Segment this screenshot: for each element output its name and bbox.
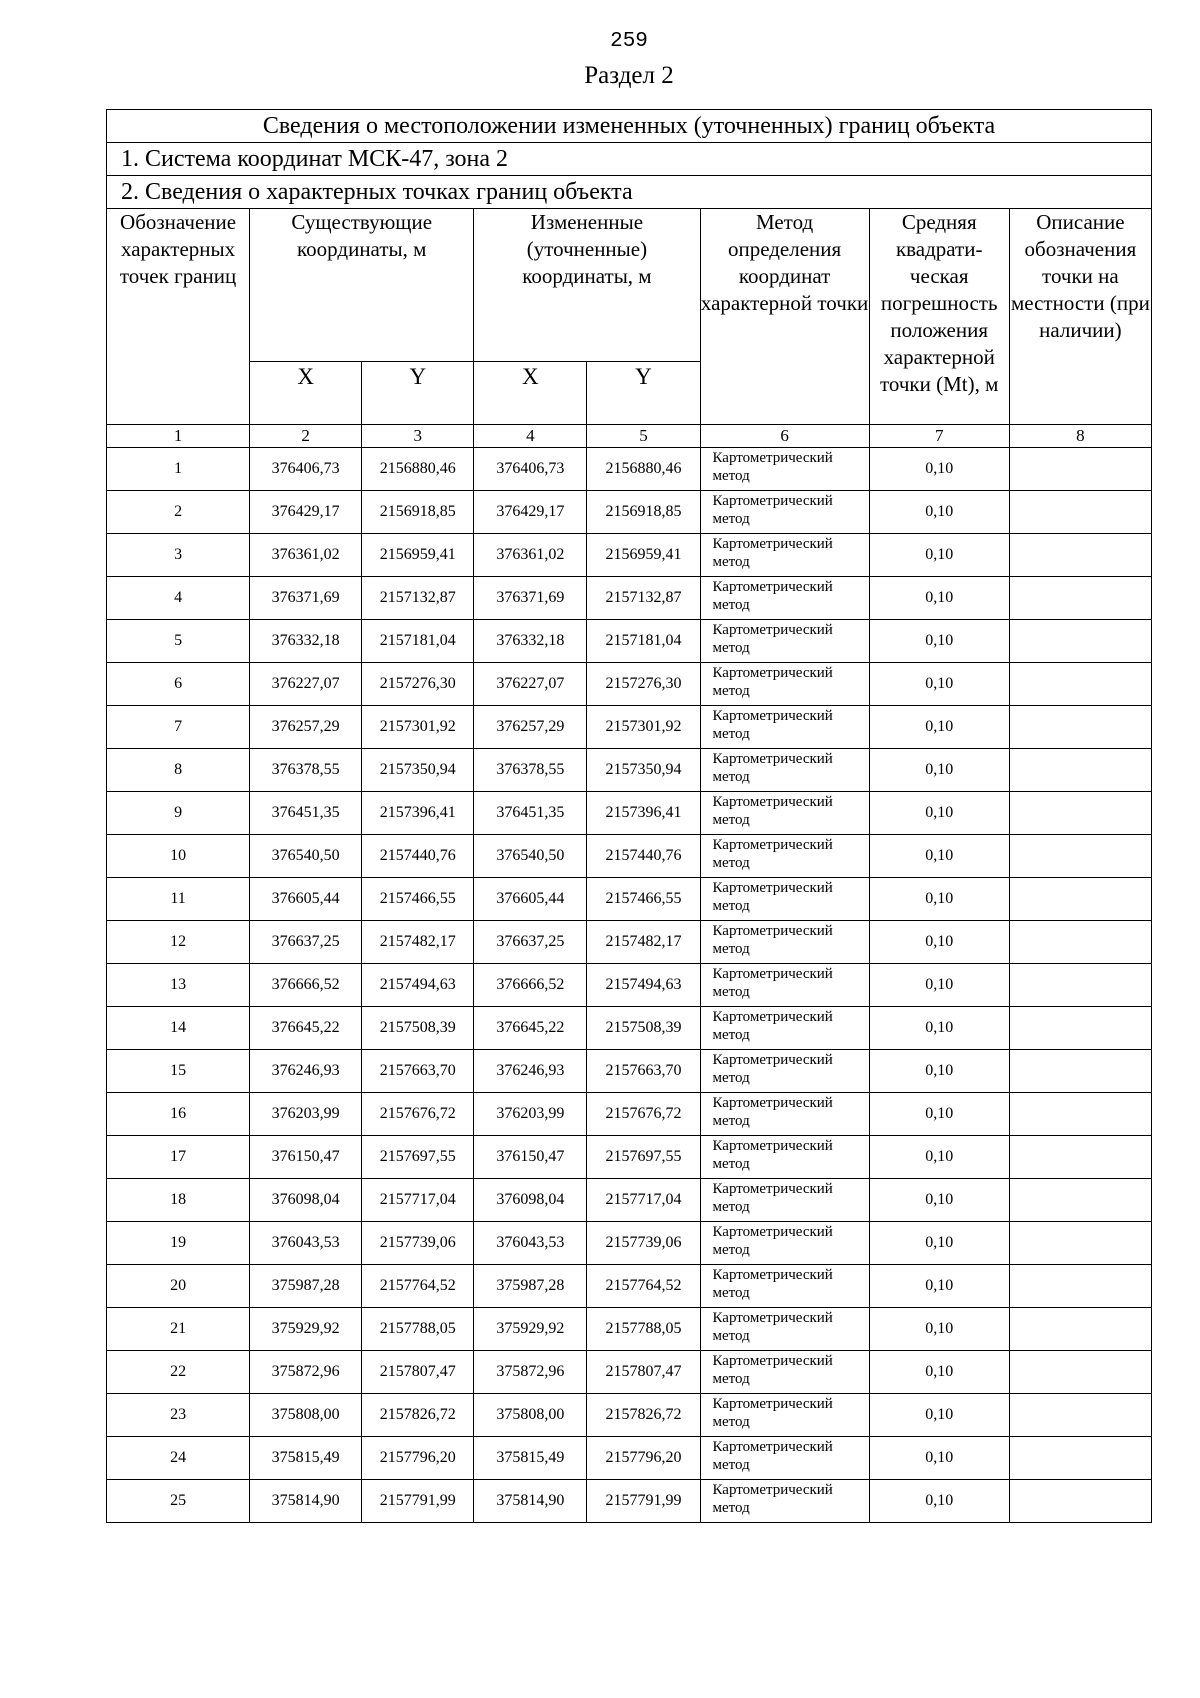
header-changed-y: Y: [587, 362, 700, 425]
description-value: [1009, 1050, 1151, 1093]
changed-y-value: 2157440,76: [587, 835, 700, 878]
table-row: [107, 1093, 1152, 1136]
changed-y-value: 2157396,41: [587, 792, 700, 835]
point-number: 12: [107, 921, 250, 964]
existing-x-value: 376246,93: [250, 1050, 362, 1093]
description-value: [1009, 663, 1151, 706]
column-number: 3: [362, 425, 474, 448]
description-value: [1009, 491, 1151, 534]
description-value: [1009, 706, 1151, 749]
description-value: [1009, 1394, 1151, 1437]
table-row: [107, 534, 1152, 577]
table-row: [107, 1308, 1152, 1351]
table-row: [107, 749, 1152, 792]
table-row: [107, 1437, 1152, 1480]
existing-y-value: 2157764,52: [362, 1265, 474, 1308]
changed-x-value: 375987,28: [474, 1265, 587, 1308]
point-number: 10: [107, 835, 250, 878]
method-value: Картометрический метод: [700, 964, 869, 1007]
changed-y-value: 2156918,85: [587, 491, 700, 534]
existing-x-value: 376429,17: [250, 491, 362, 534]
description-value: [1009, 1007, 1151, 1050]
table-row: [107, 1179, 1152, 1222]
changed-y-value: 2157739,06: [587, 1222, 700, 1265]
existing-x-value: 376451,35: [250, 792, 362, 835]
point-number: 4: [107, 577, 250, 620]
point-number: 5: [107, 620, 250, 663]
table-row: [107, 1007, 1152, 1050]
header-existing-x: X: [250, 362, 362, 425]
error-value: 0,10: [869, 1437, 1009, 1480]
description-value: [1009, 1136, 1151, 1179]
method-value: Картометрический метод: [700, 491, 869, 534]
description-value: [1009, 964, 1151, 1007]
changed-x-value: 376257,29: [474, 706, 587, 749]
changed-y-value: 2157181,04: [587, 620, 700, 663]
error-value: 0,10: [869, 1222, 1009, 1265]
existing-x-value: 376378,55: [250, 749, 362, 792]
changed-y-value: 2157132,87: [587, 577, 700, 620]
error-value: 0,10: [869, 749, 1009, 792]
table-row: [107, 706, 1152, 749]
header-description: Описание обозначения точки на местности (при наличии): [1009, 209, 1151, 425]
error-value: 0,10: [869, 1394, 1009, 1437]
existing-y-value: 2157807,47: [362, 1351, 474, 1394]
description-value: [1009, 1265, 1151, 1308]
changed-y-value: 2157663,70: [587, 1050, 700, 1093]
point-number: 23: [107, 1394, 250, 1437]
table-row: [107, 835, 1152, 878]
changed-x-value: 376246,93: [474, 1050, 587, 1093]
changed-x-value: 375814,90: [474, 1480, 587, 1523]
method-value: Картометрический метод: [700, 1179, 869, 1222]
existing-y-value: 2157396,41: [362, 792, 474, 835]
table-row: [107, 1394, 1152, 1437]
existing-y-value: 2157482,17: [362, 921, 474, 964]
changed-x-value: 376605,44: [474, 878, 587, 921]
table-row: [107, 1265, 1152, 1308]
table-row: [107, 491, 1152, 534]
error-value: 0,10: [869, 620, 1009, 663]
method-value: Картометрический метод: [700, 534, 869, 577]
point-number: 8: [107, 749, 250, 792]
table-row: [107, 1050, 1152, 1093]
error-value: 0,10: [869, 1136, 1009, 1179]
table-row: [107, 1351, 1152, 1394]
existing-y-value: 2157276,30: [362, 663, 474, 706]
point-number: 11: [107, 878, 250, 921]
point-number: 20: [107, 1265, 250, 1308]
changed-x-value: 376429,17: [474, 491, 587, 534]
table-row: [107, 1480, 1152, 1523]
column-number: 8: [1009, 425, 1151, 448]
point-number: 25: [107, 1480, 250, 1523]
method-value: Картометрический метод: [700, 1050, 869, 1093]
changed-y-value: 2157807,47: [587, 1351, 700, 1394]
error-value: 0,10: [869, 448, 1009, 491]
error-value: 0,10: [869, 1308, 1009, 1351]
method-value: Картометрический метод: [700, 1437, 869, 1480]
changed-y-value: 2156880,46: [587, 448, 700, 491]
changed-x-value: 376332,18: [474, 620, 587, 663]
changed-x-value: 375872,96: [474, 1351, 587, 1394]
changed-x-value: 376043,53: [474, 1222, 587, 1265]
description-value: [1009, 1093, 1151, 1136]
error-value: 0,10: [869, 706, 1009, 749]
header-existing-y: Y: [362, 362, 474, 425]
description-value: [1009, 749, 1151, 792]
header-existing-coords: Существующие координаты, м: [250, 209, 474, 362]
description-value: [1009, 1222, 1151, 1265]
changed-y-value: 2157350,94: [587, 749, 700, 792]
existing-x-value: 376361,02: [250, 534, 362, 577]
error-value: 0,10: [869, 1480, 1009, 1523]
error-value: 0,10: [869, 577, 1009, 620]
table-row: [107, 663, 1152, 706]
section-title: Раздел 2: [584, 62, 674, 89]
changed-x-value: 375815,49: [474, 1437, 587, 1480]
point-number: 16: [107, 1093, 250, 1136]
changed-x-value: 376227,07: [474, 663, 587, 706]
boundary-points-table: [106, 109, 1152, 1523]
changed-y-value: 2157466,55: [587, 878, 700, 921]
changed-y-value: 2157697,55: [587, 1136, 700, 1179]
changed-x-value: 376150,47: [474, 1136, 587, 1179]
table-row: [107, 620, 1152, 663]
existing-x-value: 375987,28: [250, 1265, 362, 1308]
existing-y-value: 2157739,06: [362, 1222, 474, 1265]
error-value: 0,10: [869, 1179, 1009, 1222]
existing-y-value: 2157350,94: [362, 749, 474, 792]
existing-y-value: 2157301,92: [362, 706, 474, 749]
existing-y-value: 2157796,20: [362, 1437, 474, 1480]
changed-x-value: 376666,52: [474, 964, 587, 1007]
column-number: 5: [587, 425, 700, 448]
method-value: Картометрический метод: [700, 1351, 869, 1394]
changed-x-value: 376645,22: [474, 1007, 587, 1050]
point-number: 18: [107, 1179, 250, 1222]
point-number: 22: [107, 1351, 250, 1394]
method-value: Картометрический метод: [700, 835, 869, 878]
description-value: [1009, 534, 1151, 577]
method-value: Картометрический метод: [700, 1265, 869, 1308]
description-value: [1009, 1308, 1151, 1351]
existing-x-value: 376666,52: [250, 964, 362, 1007]
method-value: Картометрический метод: [700, 577, 869, 620]
method-value: Картометрический метод: [700, 1007, 869, 1050]
point-number: 19: [107, 1222, 250, 1265]
existing-y-value: 2157440,76: [362, 835, 474, 878]
method-value: Картометрический метод: [700, 1093, 869, 1136]
changed-y-value: 2157676,72: [587, 1093, 700, 1136]
column-number: 4: [474, 425, 587, 448]
changed-x-value: 376098,04: [474, 1179, 587, 1222]
error-value: 0,10: [869, 1351, 1009, 1394]
changed-x-value: 376451,35: [474, 792, 587, 835]
description-value: [1009, 835, 1151, 878]
existing-x-value: 376150,47: [250, 1136, 362, 1179]
existing-x-value: 376540,50: [250, 835, 362, 878]
error-value: 0,10: [869, 964, 1009, 1007]
method-value: Картометрический метод: [700, 1136, 869, 1179]
table-row: [107, 792, 1152, 835]
error-value: 0,10: [869, 878, 1009, 921]
coordinate-system: 1. Система координат МСК-47, зона 2: [107, 143, 1152, 176]
changed-y-value: 2157796,20: [587, 1437, 700, 1480]
point-number: 2: [107, 491, 250, 534]
existing-y-value: 2157676,72: [362, 1093, 474, 1136]
changed-y-value: 2157482,17: [587, 921, 700, 964]
column-number: 2: [250, 425, 362, 448]
existing-y-value: 2157508,39: [362, 1007, 474, 1050]
description-value: [1009, 577, 1151, 620]
table-title: Сведения о местоположении измененных (уточненных) границ объекта: [107, 110, 1152, 143]
error-value: 0,10: [869, 491, 1009, 534]
table-row: [107, 878, 1152, 921]
method-value: Картометрический метод: [700, 1480, 869, 1523]
point-number: 7: [107, 706, 250, 749]
existing-x-value: 376645,22: [250, 1007, 362, 1050]
description-value: [1009, 792, 1151, 835]
changed-y-value: 2156959,41: [587, 534, 700, 577]
header-point-designation: Обозначение характерных точек границ: [107, 209, 250, 425]
existing-x-value: 375808,00: [250, 1394, 362, 1437]
error-value: 0,10: [869, 921, 1009, 964]
existing-y-value: 2156880,46: [362, 448, 474, 491]
point-number: 13: [107, 964, 250, 1007]
changed-x-value: 376406,73: [474, 448, 587, 491]
error-value: 0,10: [869, 1093, 1009, 1136]
changed-x-value: 376371,69: [474, 577, 587, 620]
table-row: [107, 1222, 1152, 1265]
existing-x-value: 376227,07: [250, 663, 362, 706]
method-value: Картометрический метод: [700, 878, 869, 921]
point-number: 1: [107, 448, 250, 491]
table-row: [107, 577, 1152, 620]
changed-y-value: 2157791,99: [587, 1480, 700, 1523]
changed-y-value: 2157301,92: [587, 706, 700, 749]
table-row: [107, 964, 1152, 1007]
method-value: Картометрический метод: [700, 1222, 869, 1265]
method-value: Картометрический метод: [700, 749, 869, 792]
method-value: Картометрический метод: [700, 921, 869, 964]
table-row: [107, 921, 1152, 964]
existing-x-value: 376098,04: [250, 1179, 362, 1222]
table-row: [107, 1136, 1152, 1179]
changed-x-value: 375808,00: [474, 1394, 587, 1437]
method-value: Картометрический метод: [700, 1308, 869, 1351]
error-value: 0,10: [869, 1007, 1009, 1050]
changed-y-value: 2157717,04: [587, 1179, 700, 1222]
existing-y-value: 2156918,85: [362, 491, 474, 534]
description-value: [1009, 1351, 1151, 1394]
point-number: 17: [107, 1136, 250, 1179]
existing-x-value: 376203,99: [250, 1093, 362, 1136]
existing-y-value: 2157717,04: [362, 1179, 474, 1222]
point-number: 15: [107, 1050, 250, 1093]
method-value: Картометрический метод: [700, 706, 869, 749]
description-value: [1009, 448, 1151, 491]
existing-y-value: 2157697,55: [362, 1136, 474, 1179]
changed-y-value: 2157826,72: [587, 1394, 700, 1437]
point-number: 21: [107, 1308, 250, 1351]
method-value: Картометрический метод: [700, 792, 869, 835]
header-error: Средняя квадрати-ческая погрешность положения характерной точки (Mt), м: [869, 209, 1009, 425]
point-number: 24: [107, 1437, 250, 1480]
description-value: [1009, 1179, 1151, 1222]
existing-x-value: 376406,73: [250, 448, 362, 491]
existing-x-value: 376605,44: [250, 878, 362, 921]
existing-y-value: 2157788,05: [362, 1308, 474, 1351]
changed-y-value: 2157494,63: [587, 964, 700, 1007]
changed-y-value: 2157788,05: [587, 1308, 700, 1351]
description-value: [1009, 1480, 1151, 1523]
description-value: [1009, 620, 1151, 663]
changed-y-value: 2157508,39: [587, 1007, 700, 1050]
changed-x-value: 376540,50: [474, 835, 587, 878]
existing-y-value: 2157466,55: [362, 878, 474, 921]
point-number: 14: [107, 1007, 250, 1050]
error-value: 0,10: [869, 792, 1009, 835]
error-value: 0,10: [869, 1265, 1009, 1308]
error-value: 0,10: [869, 534, 1009, 577]
existing-x-value: 376371,69: [250, 577, 362, 620]
existing-x-value: 375872,96: [250, 1351, 362, 1394]
error-value: 0,10: [869, 663, 1009, 706]
point-number: 9: [107, 792, 250, 835]
points-heading: 2. Сведения о характерных точках границ объекта: [107, 176, 1152, 209]
existing-x-value: 376257,29: [250, 706, 362, 749]
changed-x-value: 375929,92: [474, 1308, 587, 1351]
header-changed-x: X: [474, 362, 587, 425]
page-number: 259: [610, 30, 648, 53]
changed-x-value: 376378,55: [474, 749, 587, 792]
existing-y-value: 2157826,72: [362, 1394, 474, 1437]
changed-x-value: 376203,99: [474, 1093, 587, 1136]
description-value: [1009, 1437, 1151, 1480]
existing-y-value: 2157494,63: [362, 964, 474, 1007]
changed-y-value: 2157764,52: [587, 1265, 700, 1308]
description-value: [1009, 878, 1151, 921]
existing-y-value: 2157791,99: [362, 1480, 474, 1523]
changed-x-value: 376637,25: [474, 921, 587, 964]
error-value: 0,10: [869, 1050, 1009, 1093]
existing-x-value: 375929,92: [250, 1308, 362, 1351]
existing-x-value: 375814,90: [250, 1480, 362, 1523]
column-number: 1: [107, 425, 250, 448]
method-value: Картометрический метод: [700, 1394, 869, 1437]
method-value: Картометрический метод: [700, 620, 869, 663]
method-value: Картометрический метод: [700, 448, 869, 491]
changed-y-value: 2157276,30: [587, 663, 700, 706]
method-value: Картометрический метод: [700, 663, 869, 706]
existing-y-value: 2157663,70: [362, 1050, 474, 1093]
point-number: 3: [107, 534, 250, 577]
existing-x-value: 376637,25: [250, 921, 362, 964]
changed-x-value: 376361,02: [474, 534, 587, 577]
column-number: 7: [869, 425, 1009, 448]
existing-y-value: 2157132,87: [362, 577, 474, 620]
description-value: [1009, 921, 1151, 964]
existing-y-value: 2157181,04: [362, 620, 474, 663]
existing-y-value: 2156959,41: [362, 534, 474, 577]
column-number: 6: [700, 425, 869, 448]
column-number-row: [107, 425, 1152, 448]
existing-x-value: 375815,49: [250, 1437, 362, 1480]
existing-x-value: 376332,18: [250, 620, 362, 663]
error-value: 0,10: [869, 835, 1009, 878]
header-changed-coords: Измененные (уточненные) координаты, м: [474, 209, 700, 362]
existing-x-value: 376043,53: [250, 1222, 362, 1265]
table-row: [107, 448, 1152, 491]
header-method: Метод определения координат характерной точки: [700, 209, 869, 425]
point-number: 6: [107, 663, 250, 706]
